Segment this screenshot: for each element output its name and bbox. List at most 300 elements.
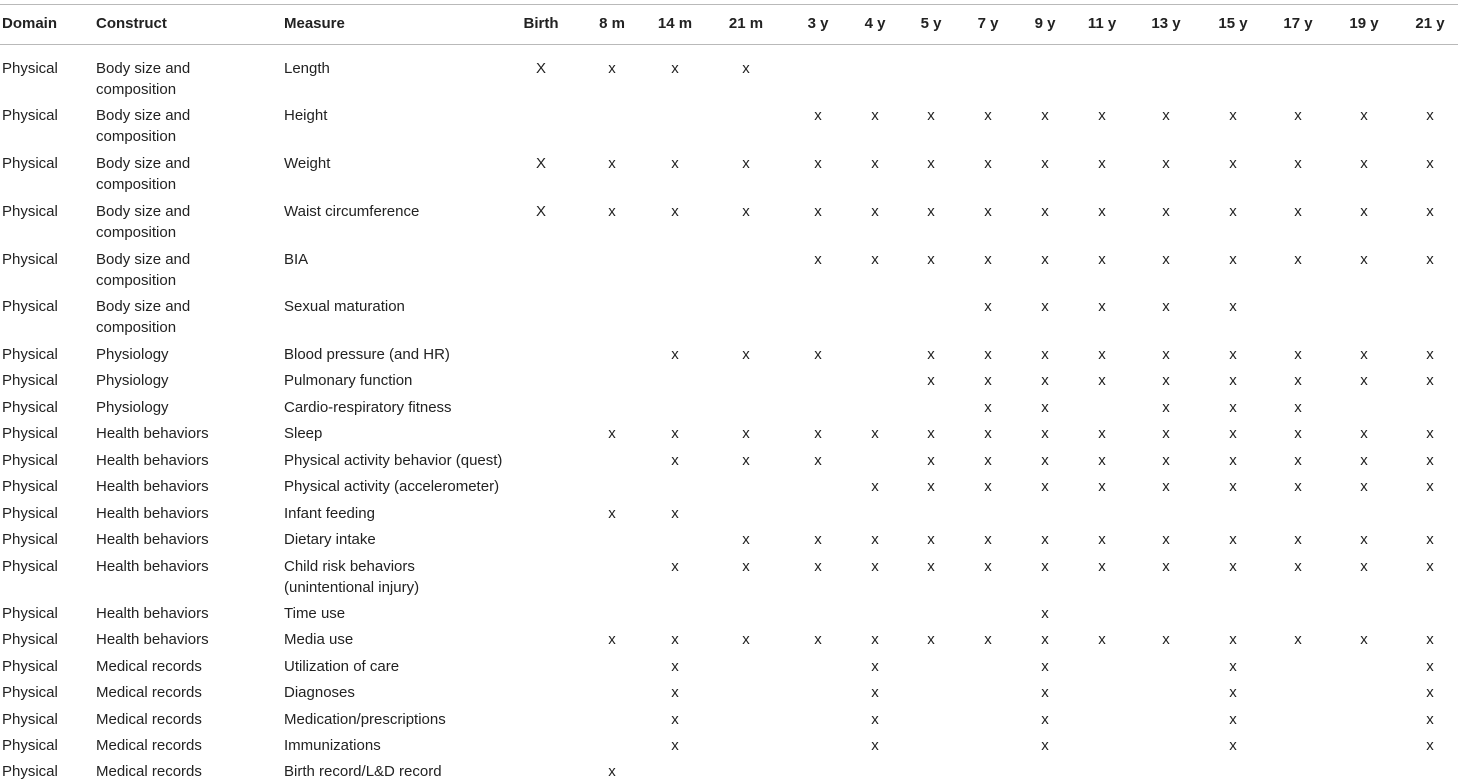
cell-measure	[284, 682, 355, 703]
construct-line: Medical records	[96, 763, 202, 780]
mark-cell: x	[742, 558, 750, 575]
mark-cell: x	[984, 531, 992, 548]
cell-domain: Physical	[2, 251, 58, 268]
mark-cell: x	[1162, 531, 1170, 548]
cell-domain: Physical	[2, 558, 58, 575]
mark-cell: x	[1098, 155, 1106, 172]
column-header: 5 y	[920, 15, 942, 32]
table-row	[0, 761, 1458, 781]
cell-domain: Physical	[2, 203, 58, 220]
table-row	[0, 656, 1458, 676]
construct-line: composition	[96, 319, 177, 336]
mark-cell: x	[742, 346, 750, 363]
cell-measure	[284, 629, 353, 650]
mark-cell: x	[1426, 346, 1434, 363]
mark-cell: x	[1098, 631, 1106, 648]
mark-cell: x	[984, 558, 992, 575]
mark-cell: x	[927, 425, 935, 442]
cell-construct	[96, 450, 209, 471]
table-row	[0, 450, 1458, 470]
column-header: 13 y	[1151, 15, 1181, 32]
mark-cell: x	[871, 478, 879, 495]
mark-cell: x	[1229, 251, 1237, 268]
measure-line: Sleep	[284, 425, 323, 442]
mark-cell: x	[1229, 658, 1237, 675]
mark-cell: X	[535, 203, 546, 220]
table-row	[0, 249, 1458, 289]
mark-cell: x	[1360, 631, 1368, 648]
cell-construct	[96, 682, 202, 703]
table-row	[0, 503, 1458, 523]
mark-cell: x	[671, 737, 679, 754]
mark-cell: x	[871, 155, 879, 172]
mark-cell: x	[1041, 155, 1049, 172]
mark-cell: x	[1229, 298, 1237, 315]
cell-domain: Physical	[2, 372, 58, 389]
cell-construct	[96, 603, 209, 624]
mark-cell: x	[1229, 684, 1237, 701]
mark-cell: x	[814, 203, 822, 220]
cell-measure	[284, 529, 376, 550]
mark-cell: x	[814, 251, 822, 268]
mark-cell: x	[742, 60, 750, 77]
mark-cell: x	[1041, 298, 1049, 315]
mark-cell: x	[1162, 203, 1170, 220]
cell-measure	[284, 709, 446, 730]
construct-line: composition	[96, 272, 177, 289]
mark-cell: x	[1098, 452, 1106, 469]
construct-line: Health behaviors	[96, 452, 209, 469]
cell-measure	[284, 503, 375, 524]
cell-domain: Physical	[2, 399, 58, 416]
mark-cell: x	[1041, 425, 1049, 442]
table-row	[0, 629, 1458, 649]
mark-cell: x	[742, 452, 750, 469]
mark-cell: x	[927, 478, 935, 495]
mark-cell: x	[871, 658, 879, 675]
construct-line: Medical records	[96, 684, 202, 701]
mark-cell: x	[1041, 399, 1049, 416]
mark-cell: x	[1426, 737, 1434, 754]
cell-domain: Physical	[2, 60, 58, 77]
mark-cell: x	[1041, 711, 1049, 728]
construct-line: Health behaviors	[96, 505, 209, 522]
mark-cell: x	[671, 452, 679, 469]
mark-cell: x	[671, 658, 679, 675]
cell-domain: Physical	[2, 711, 58, 728]
construct-line: Health behaviors	[96, 631, 209, 648]
construct-line: Health behaviors	[96, 558, 209, 575]
cell-domain: Physical	[2, 298, 58, 315]
mark-cell: x	[1162, 251, 1170, 268]
column-header: 11 y	[1087, 15, 1117, 32]
table-row	[0, 423, 1458, 443]
column-header: Construct	[96, 15, 167, 32]
cell-construct	[96, 344, 169, 365]
column-header: 19 y	[1349, 15, 1379, 32]
measure-line: Immunizations	[284, 737, 381, 754]
mark-cell: x	[984, 346, 992, 363]
cell-measure	[284, 735, 381, 756]
cell-measure	[284, 344, 450, 365]
construct-line: Health behaviors	[96, 425, 209, 442]
mark-cell: x	[871, 107, 879, 124]
mark-cell: x	[1294, 399, 1302, 416]
cell-domain: Physical	[2, 658, 58, 675]
construct-line: Physiology	[96, 372, 169, 389]
mark-cell: x	[1098, 203, 1106, 220]
mark-cell: x	[927, 452, 935, 469]
mark-cell: x	[1426, 452, 1434, 469]
mark-cell: x	[871, 711, 879, 728]
mark-cell: x	[742, 631, 750, 648]
column-header: 17 y	[1283, 15, 1313, 32]
mark-cell: x	[1162, 631, 1170, 648]
table-row	[0, 397, 1458, 417]
cell-construct	[96, 656, 202, 677]
mark-cell: x	[1162, 478, 1170, 495]
mark-cell: x	[814, 558, 822, 575]
column-header: 21 y	[1415, 15, 1445, 32]
mark-cell: x	[1360, 425, 1368, 442]
mark-cell: x	[1360, 107, 1368, 124]
header-row	[0, 11, 1458, 31]
column-header: 14 m	[657, 15, 693, 32]
mark-cell: x	[1098, 346, 1106, 363]
table-row	[0, 682, 1458, 702]
mark-cell: x	[742, 425, 750, 442]
mark-cell: x	[814, 631, 822, 648]
mark-cell: x	[1162, 399, 1170, 416]
mark-cell: x	[1229, 558, 1237, 575]
mark-cell: x	[871, 558, 879, 575]
mark-cell: x	[1426, 478, 1434, 495]
table-row	[0, 709, 1458, 729]
mark-cell: x	[742, 203, 750, 220]
mark-cell: x	[1162, 372, 1170, 389]
cell-construct	[96, 105, 190, 147]
mark-cell: x	[1360, 155, 1368, 172]
mark-cell: x	[871, 631, 879, 648]
table-row	[0, 58, 1458, 98]
mark-cell: x	[608, 155, 616, 172]
cell-measure	[284, 201, 419, 222]
cell-construct	[96, 529, 209, 550]
mark-cell: x	[1041, 631, 1049, 648]
mark-cell: x	[1360, 558, 1368, 575]
mark-cell: x	[871, 251, 879, 268]
cell-measure	[284, 450, 502, 471]
cell-construct	[96, 397, 169, 418]
cell-construct	[96, 735, 202, 756]
mark-cell: x	[1162, 346, 1170, 363]
mark-cell: x	[1041, 203, 1049, 220]
mark-cell: x	[1294, 558, 1302, 575]
cell-domain: Physical	[2, 684, 58, 701]
measure-line: Blood pressure (and HR)	[284, 346, 450, 363]
mark-cell: x	[814, 155, 822, 172]
mark-cell: x	[1229, 711, 1237, 728]
cell-construct	[96, 296, 190, 338]
mark-cell: x	[1426, 107, 1434, 124]
mark-cell: x	[671, 505, 679, 522]
mark-cell: x	[1098, 251, 1106, 268]
top-rule	[0, 4, 1458, 5]
cell-domain: Physical	[2, 346, 58, 363]
mark-cell: x	[1294, 203, 1302, 220]
mark-cell: x	[1041, 452, 1049, 469]
table-row	[0, 529, 1458, 549]
mark-cell: x	[984, 425, 992, 442]
measure-line: Length	[284, 60, 330, 77]
cell-domain: Physical	[2, 452, 58, 469]
mark-cell: x	[1426, 711, 1434, 728]
measure-line: Infant feeding	[284, 505, 375, 522]
cell-measure	[284, 105, 327, 126]
cell-domain: Physical	[2, 763, 58, 780]
cell-construct	[96, 761, 202, 782]
mark-cell: x	[1426, 658, 1434, 675]
mark-cell: x	[984, 251, 992, 268]
mark-cell: x	[1098, 558, 1106, 575]
column-header: 9 y	[1034, 15, 1056, 32]
measure-line: Diagnoses	[284, 684, 355, 701]
mark-cell: x	[927, 631, 935, 648]
cell-measure	[284, 656, 399, 677]
measure-line: Utilization of care	[284, 658, 400, 675]
measure-line: Weight	[284, 155, 331, 172]
mark-cell: x	[814, 425, 822, 442]
mark-cell: x	[671, 425, 679, 442]
mark-cell: x	[671, 684, 679, 701]
table-row	[0, 344, 1458, 364]
measure-line: Medication/prescriptions	[284, 711, 446, 728]
construct-line: Medical records	[96, 658, 202, 675]
construct-line: Physiology	[96, 399, 169, 416]
mark-cell: x	[1360, 251, 1368, 268]
mark-cell: x	[1098, 531, 1106, 548]
cell-construct	[96, 423, 209, 444]
cell-construct	[96, 201, 190, 243]
mark-cell: x	[742, 155, 750, 172]
mark-cell: x	[814, 346, 822, 363]
construct-line: Medical records	[96, 737, 202, 754]
measure-line: Cardio-respiratory fitness	[284, 399, 452, 416]
mark-cell: x	[1294, 531, 1302, 548]
cell-construct	[96, 709, 202, 730]
mark-cell: x	[1426, 684, 1434, 701]
cell-domain: Physical	[2, 737, 58, 754]
mark-cell: x	[814, 107, 822, 124]
mark-cell: x	[1098, 298, 1106, 315]
cell-domain: Physical	[2, 155, 58, 172]
cell-measure	[284, 249, 308, 270]
cell-measure	[284, 296, 405, 317]
table-row	[0, 735, 1458, 755]
cell-construct	[96, 556, 209, 577]
mark-cell: x	[1229, 452, 1237, 469]
construct-line: composition	[96, 81, 177, 98]
mark-cell: x	[871, 203, 879, 220]
column-header: 15 y	[1218, 15, 1248, 32]
mark-cell: x	[1229, 155, 1237, 172]
mark-cell: x	[1294, 372, 1302, 389]
mark-cell: x	[1294, 631, 1302, 648]
measure-line: Height	[284, 107, 328, 124]
construct-line: Health behaviors	[96, 531, 209, 548]
mark-cell: x	[1041, 684, 1049, 701]
cell-domain: Physical	[2, 107, 58, 124]
mark-cell: x	[1229, 346, 1237, 363]
column-header: 4 y	[864, 15, 886, 32]
mark-cell: x	[871, 531, 879, 548]
cell-measure	[284, 397, 452, 418]
mark-cell: x	[1041, 251, 1049, 268]
mark-cell: x	[1294, 452, 1302, 469]
cell-construct	[96, 503, 209, 524]
mark-cell: X	[535, 155, 546, 172]
construct-line: Body size and	[96, 298, 191, 315]
measure-line: BIA	[284, 251, 309, 268]
cell-domain: Physical	[2, 531, 58, 548]
mark-cell: x	[1426, 631, 1434, 648]
mark-cell: x	[671, 711, 679, 728]
measure-line: Dietary intake	[284, 531, 376, 548]
mark-cell: x	[608, 505, 616, 522]
mark-cell: x	[871, 737, 879, 754]
mark-cell: x	[871, 684, 879, 701]
column-header: Domain	[2, 15, 58, 32]
column-header: 3 y	[807, 15, 829, 32]
cell-construct	[96, 153, 190, 195]
cell-measure	[284, 556, 419, 598]
construct-line: Health behaviors	[96, 605, 209, 622]
mark-cell: x	[1041, 558, 1049, 575]
mark-cell: x	[671, 631, 679, 648]
construct-line: Body size and	[96, 107, 191, 124]
mark-cell: x	[1426, 558, 1434, 575]
cell-domain: Physical	[2, 478, 58, 495]
mark-cell: x	[1098, 478, 1106, 495]
measure-line: Time use	[284, 605, 346, 622]
mark-cell: x	[1294, 478, 1302, 495]
cell-construct	[96, 629, 209, 650]
cell-measure	[284, 423, 322, 444]
mark-cell: x	[814, 452, 822, 469]
mark-cell: x	[1041, 737, 1049, 754]
cell-domain: Physical	[2, 505, 58, 522]
mark-cell: x	[671, 203, 679, 220]
mark-cell: x	[984, 452, 992, 469]
mark-cell: x	[1041, 531, 1049, 548]
table-row	[0, 201, 1458, 241]
mark-cell: x	[1162, 452, 1170, 469]
mark-cell: x	[927, 531, 935, 548]
cell-construct	[96, 476, 209, 497]
mark-cell: x	[1162, 425, 1170, 442]
mark-cell: x	[1294, 107, 1302, 124]
mark-cell: x	[1098, 372, 1106, 389]
mark-cell: x	[1426, 155, 1434, 172]
mark-cell: x	[984, 631, 992, 648]
mark-cell: x	[1360, 452, 1368, 469]
table-row	[0, 476, 1458, 496]
cell-construct	[96, 370, 169, 391]
construct-line: Body size and	[96, 60, 191, 77]
table-row	[0, 296, 1458, 336]
mark-cell: x	[927, 107, 935, 124]
mark-cell: x	[671, 155, 679, 172]
measure-line: Physical activity (accelerometer)	[284, 478, 500, 495]
mark-cell: x	[984, 478, 992, 495]
mark-cell: x	[1162, 298, 1170, 315]
mark-cell: x	[984, 399, 992, 416]
construct-line: Body size and	[96, 251, 191, 268]
mark-cell: x	[1426, 531, 1434, 548]
mark-cell: x	[1229, 399, 1237, 416]
mark-cell: x	[1162, 558, 1170, 575]
table-row	[0, 370, 1458, 390]
mark-cell: x	[742, 531, 750, 548]
mark-cell: x	[984, 155, 992, 172]
mark-cell: x	[1360, 478, 1368, 495]
mark-cell: x	[984, 203, 992, 220]
mark-cell: x	[1294, 425, 1302, 442]
mark-cell: x	[671, 60, 679, 77]
cell-measure	[284, 476, 499, 497]
mark-cell: x	[927, 251, 935, 268]
header-rule	[0, 44, 1458, 45]
cell-construct	[96, 58, 190, 100]
mark-cell: x	[1041, 372, 1049, 389]
construct-line: Physiology	[96, 346, 169, 363]
mark-cell: x	[1041, 658, 1049, 675]
table-row	[0, 105, 1458, 145]
cell-measure	[284, 58, 330, 79]
mark-cell: x	[1098, 425, 1106, 442]
mark-cell: x	[1360, 531, 1368, 548]
construct-line: composition	[96, 176, 177, 193]
mark-cell: x	[1162, 155, 1170, 172]
mark-cell: x	[671, 558, 679, 575]
cell-domain: Physical	[2, 605, 58, 622]
mark-cell: x	[1098, 107, 1106, 124]
mark-cell: x	[1041, 107, 1049, 124]
mark-cell: x	[1360, 372, 1368, 389]
cell-measure	[284, 153, 330, 174]
column-header: Birth	[523, 15, 559, 32]
mark-cell: x	[1294, 346, 1302, 363]
mark-cell: x	[1294, 251, 1302, 268]
mark-cell: x	[927, 203, 935, 220]
construct-line: Body size and	[96, 155, 191, 172]
cell-domain: Physical	[2, 631, 58, 648]
mark-cell: x	[1229, 631, 1237, 648]
measure-line: Sexual maturation	[284, 298, 405, 315]
mark-cell: x	[608, 763, 616, 780]
mark-cell: x	[1426, 203, 1434, 220]
construct-line: composition	[96, 224, 177, 241]
mark-cell: x	[1041, 605, 1049, 622]
cell-measure	[284, 761, 442, 782]
cell-domain: Physical	[2, 425, 58, 442]
mark-cell: x	[1229, 531, 1237, 548]
mark-cell: x	[1229, 737, 1237, 754]
mark-cell: x	[1360, 346, 1368, 363]
mark-cell: x	[608, 425, 616, 442]
mark-cell: x	[1229, 203, 1237, 220]
mark-cell: x	[1294, 155, 1302, 172]
